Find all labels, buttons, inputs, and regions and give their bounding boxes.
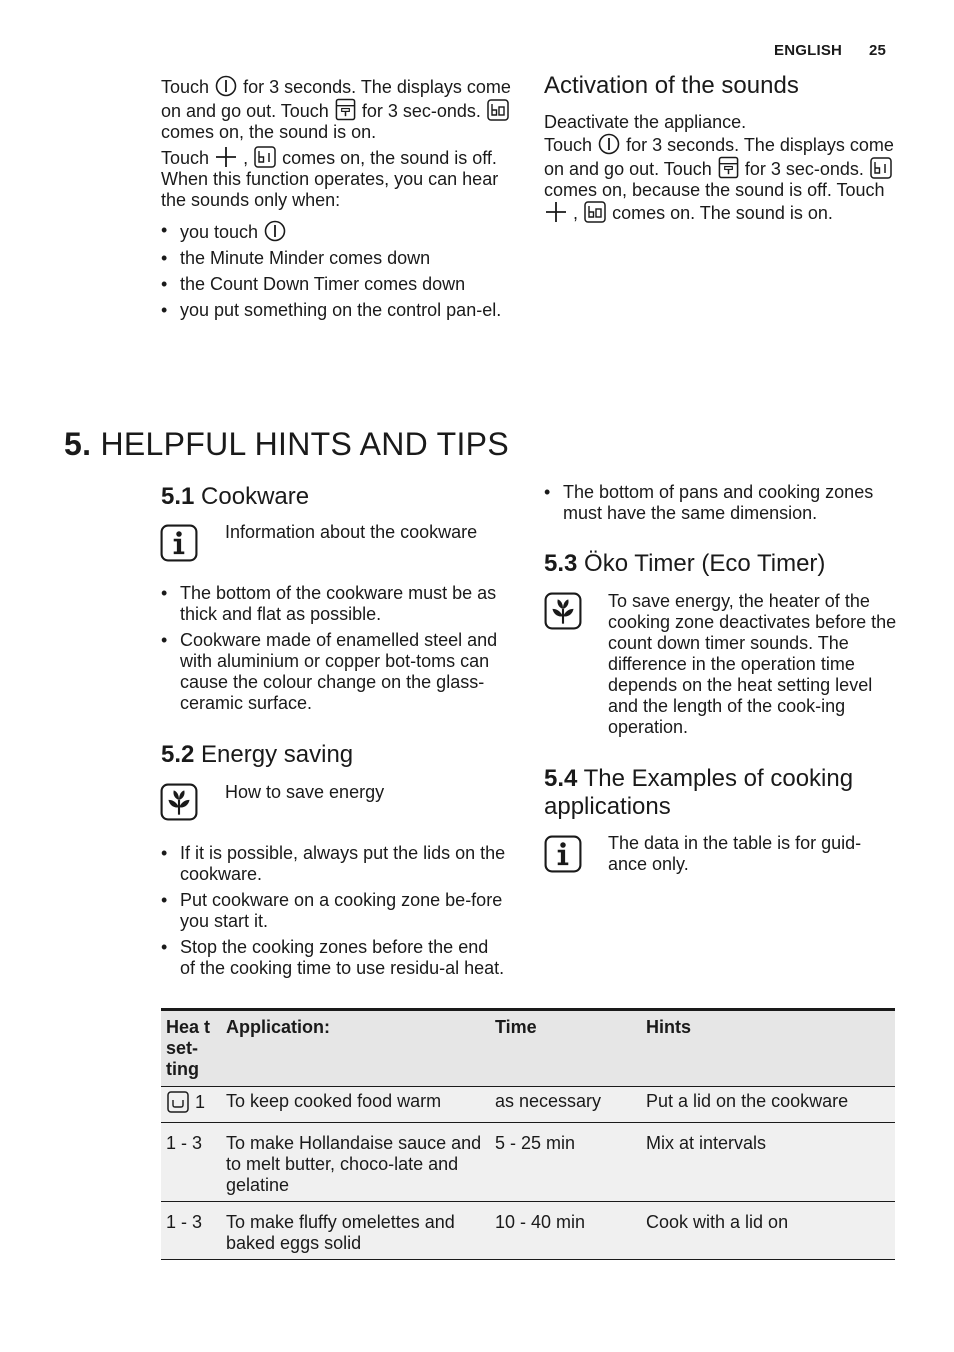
on-off-icon: [215, 75, 237, 97]
list-item: • you put something on the control pan-el.: [161, 300, 513, 321]
display-b0-icon: [584, 201, 606, 223]
time-cell: 10 - 40 min: [490, 1202, 641, 1260]
cooking-table-wrap: [161, 1008, 895, 1260]
list-item: • Stop the cooking zones before the end of the cooking time to use residu-al heat.: [161, 937, 506, 979]
column-header-application: Application:: [221, 1010, 490, 1087]
table-row: [161, 1202, 895, 1260]
list-item: • If it is possible, always put the lids on the cookware.: [161, 843, 506, 885]
list-item: • the Count Down Timer comes down: [161, 274, 513, 295]
list-item: • Put cookware on a cooking zone be-fore you start it.: [161, 890, 506, 932]
energy-section: [161, 741, 513, 769]
on-off-icon: [264, 220, 286, 242]
energy-note: How to save energy: [225, 782, 385, 802]
application-cell: To keep cooked food warm: [221, 1087, 490, 1123]
sound-deactivation-section: [161, 75, 513, 326]
eco-timer-note: To save energy, the heater of the cooking zone deactivates before the count down timer sounds. The difference in the operation time depends on the heat setting level and the length of the cook-ing operation.: [608, 591, 897, 737]
table-header-row: [161, 1010, 895, 1087]
cookware-heading: 5.1 Cookware: [161, 483, 310, 510]
activation-section: [544, 72, 896, 224]
column-header-hints: Hints: [641, 1010, 895, 1087]
cooking-applications-table: [161, 1008, 895, 1260]
cookware-list-wrap: [161, 583, 506, 719]
time-cell: 5 - 25 min: [490, 1123, 641, 1202]
examples-section: [544, 765, 896, 821]
page-number: 25: [869, 42, 887, 59]
examples-heading: 5.4 The Examples of cooking applications: [544, 765, 854, 820]
list-item: • Cookware made of enamelled steel and with aluminium or copper bot-toms can cause the colour change on the glass-ceramic surface.: [161, 630, 506, 714]
chapter-title-text: HELPFUL HINTS AND TIPS: [100, 426, 509, 462]
activation-title: Activation of the sounds: [544, 72, 799, 99]
energy-list-wrap: [161, 843, 506, 984]
keep-warm-icon: [167, 1091, 189, 1113]
application-cell: To make Hollandaise sauce and to melt butter, choco-late and gelatine: [221, 1123, 490, 1202]
heat-setting-cell: 1 - 3: [161, 1202, 221, 1260]
eco-timer-section: [544, 550, 896, 578]
lock-icon: [718, 156, 739, 179]
cookware-section: [161, 483, 513, 511]
activation-paragraph-1: Deactivate the appliance.: [544, 112, 747, 132]
sound-conditions-list: [161, 220, 513, 321]
chapter-number: 5.: [64, 426, 92, 462]
heat-setting-cell: 1 - 3: [161, 1123, 221, 1202]
sound-paragraph-2: Touch , comes on, the sound is off.: [161, 148, 497, 168]
info-icon: [544, 835, 582, 878]
on-off-icon: [598, 133, 620, 155]
sound-paragraph-1: Touch for 3 seconds. The displays come on and go out. Touch for 3 sec-onds. comes on, the sound is on.: [161, 77, 511, 142]
hints-cell: Put a lid on the cookware: [641, 1087, 895, 1123]
table-row: [161, 1087, 895, 1123]
examples-note: The data in the table is for guid-ance only.: [608, 833, 862, 874]
list-item: • The bottom of the cookware must be as thick and flat as possible.: [161, 583, 506, 625]
right-bullet-wrap: [544, 482, 896, 529]
hints-cell: Mix at intervals: [641, 1123, 895, 1202]
column-header-time: Time: [490, 1010, 641, 1087]
list-item: • the Minute Minder comes down: [161, 248, 513, 269]
table-row: [161, 1123, 895, 1202]
lock-icon: [335, 98, 356, 121]
column-header-heat-setting: Hea t set-ting: [161, 1010, 221, 1087]
heat-setting-cell: 1: [161, 1087, 221, 1123]
pan-dimension-list: [544, 482, 896, 524]
energy-list: [161, 843, 506, 979]
page-header-language: ENGLISH: [774, 42, 843, 59]
energy-heading: 5.2 Energy saving: [161, 741, 354, 768]
activation-paragraph-2: Touch for 3 seconds. The displays come on and go out. Touch for 3 sec-onds. comes on, because the sound is off. Touch , comes on. The sound is on.: [544, 135, 894, 223]
list-item: • The bottom of pans and cooking zones must have the same dimension.: [544, 482, 896, 524]
eco-timer-heading: 5.3 Öko Timer (Eco Timer): [544, 550, 826, 577]
eco-icon: [544, 592, 582, 635]
plus-icon: [215, 146, 237, 168]
application-cell: To make fluffy omelettes and baked eggs solid: [221, 1202, 490, 1260]
display-b1-icon: [870, 157, 892, 179]
eco-icon: [160, 783, 198, 826]
cookware-note: Information about the cookware: [225, 522, 478, 542]
display-b0-icon: [487, 99, 509, 121]
plus-icon: [545, 201, 567, 223]
list-item: • you touch: [161, 220, 513, 243]
cookware-list: [161, 583, 506, 714]
hints-cell: Cook with a lid on: [641, 1202, 895, 1260]
sound-paragraph-3: When this function operates, you can hear the sounds only when:: [161, 169, 499, 210]
info-icon: [160, 524, 198, 567]
display-b1-icon: [254, 146, 276, 168]
time-cell: as necessary: [490, 1087, 641, 1123]
chapter-title: [64, 426, 509, 462]
